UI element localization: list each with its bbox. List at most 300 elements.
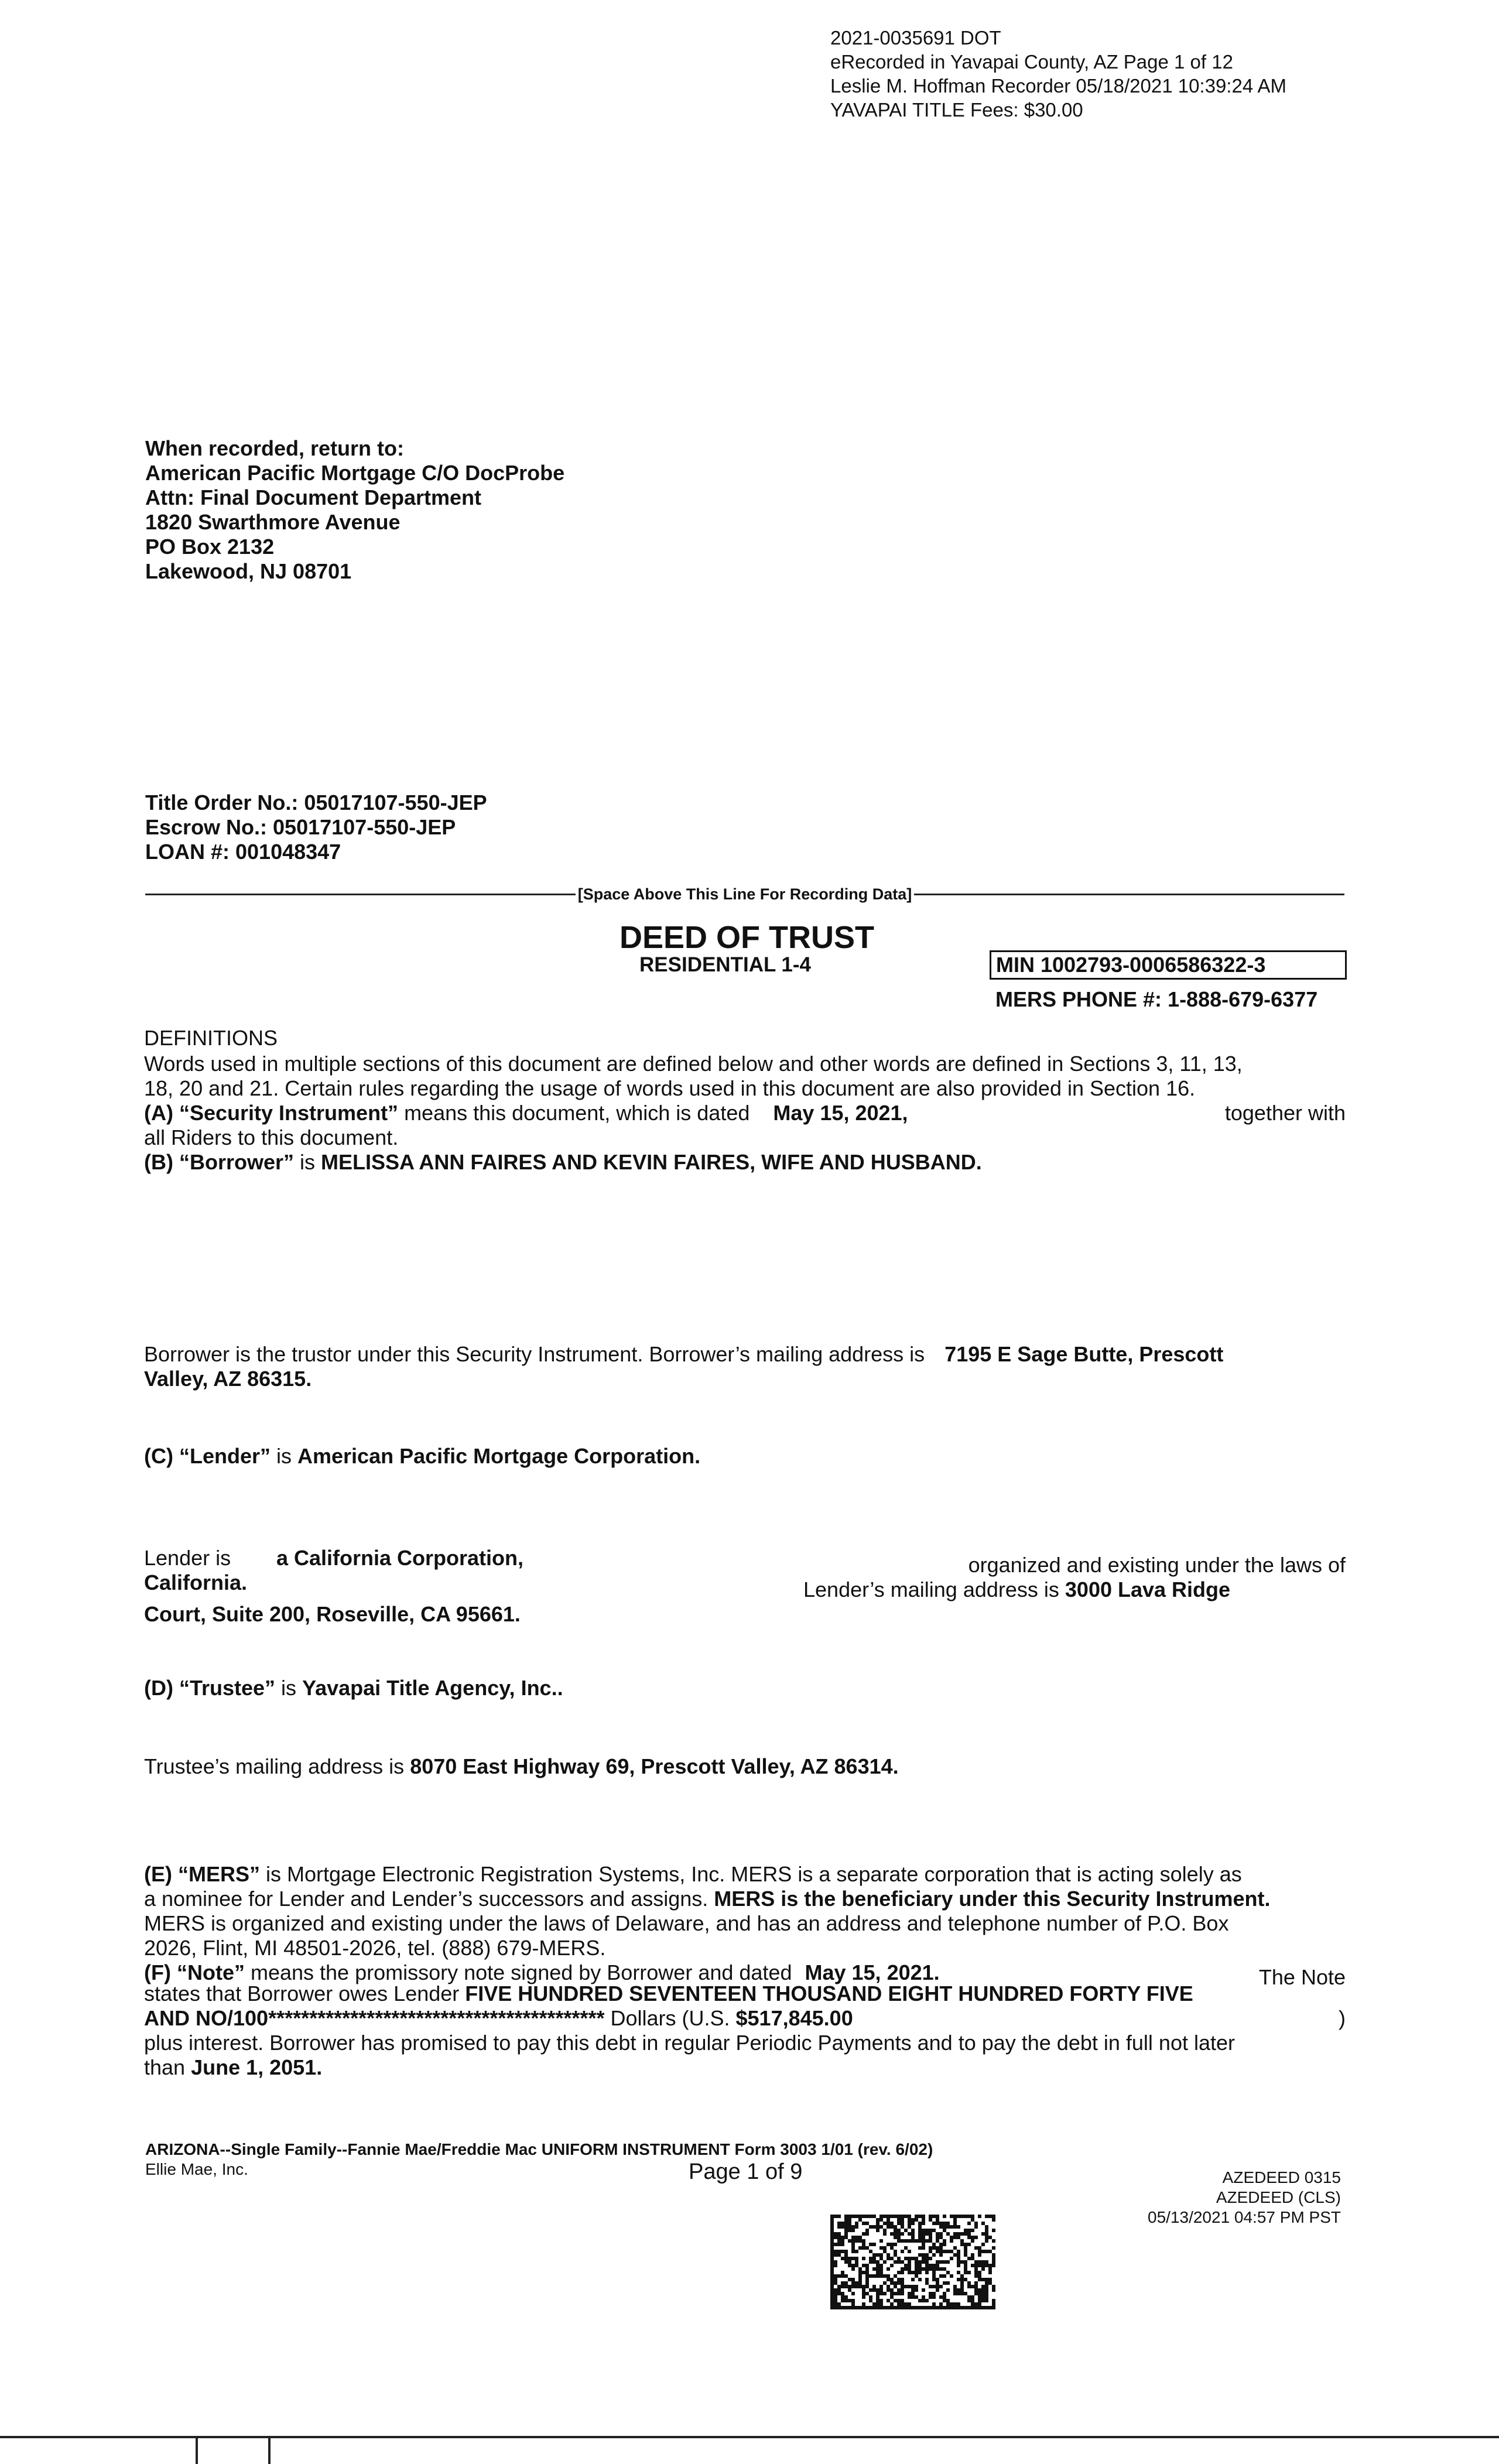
barcode-cell [967,2229,971,2232]
barcode-cell [918,2260,922,2264]
barcode-cell [922,2246,925,2250]
barcode-cell [908,2302,911,2306]
barcode-cell [981,2292,985,2295]
barcode-cell [830,2260,834,2264]
barcode-cell [887,2288,890,2292]
barcode-cell [858,2271,862,2274]
barcode-cell [978,2295,981,2299]
barcode-cell [978,2278,981,2281]
barcode-cell [848,2285,851,2288]
barcode-cell [872,2285,876,2288]
barcode-cell [865,2278,869,2281]
barcode-cell [943,2267,946,2271]
barcode-cell [943,2260,946,2264]
barcode-cell [925,2232,929,2236]
barcode-cell [872,2215,876,2218]
barcode-cell [848,2278,851,2281]
barcode-cell [911,2278,915,2281]
barcode-cell [844,2250,848,2253]
barcode-cell [974,2274,978,2278]
definition-d-text: is [275,1676,303,1700]
barcode-cell [865,2281,869,2285]
barcode-cell [834,2215,837,2218]
barcode-cell [936,2306,939,2309]
barcode-cell [872,2225,876,2229]
barcode-cell [932,2271,936,2274]
barcode-cell [848,2218,851,2222]
barcode-cell [925,2306,929,2309]
definition-c-text: is [271,1444,298,1468]
barcode-cell [869,2243,872,2246]
barcode-cell [943,2215,946,2218]
barcode-cell [936,2222,939,2225]
barcode-cell [879,2267,883,2271]
barcode-cell [936,2215,939,2218]
barcode-cell [869,2306,872,2309]
barcode-cell [988,2281,992,2285]
barcode-cell [848,2239,851,2243]
barcode-cell [953,2306,957,2309]
definition-a [144,1101,1346,1125]
barcode-cell [974,2236,978,2239]
definition-c [144,1444,1346,1469]
barcode-cell [862,2243,865,2246]
barcode-cell [915,2285,918,2288]
barcode-cell [830,2306,834,2309]
barcode-cell [925,2264,929,2267]
barcode-cell [851,2285,855,2288]
barcode-cell [862,2257,865,2260]
barcode-cell [992,2264,995,2267]
lender-address-text: Lender’s mailing address is [803,1577,1065,1601]
barcode-cell [837,2288,841,2292]
barcode-cell [897,2222,901,2225]
barcode-cell [922,2257,925,2260]
barcode-cell [904,2302,908,2306]
barcode-cell [855,2225,858,2229]
barcode-cell [837,2285,841,2288]
barcode-cell [964,2253,967,2257]
barcode-cell [879,2218,883,2222]
barcode-cell [901,2292,904,2295]
barcode-cell [922,2260,925,2264]
barcode-cell [858,2274,862,2278]
barcode-cell [932,2292,936,2295]
barcode-cell [887,2306,890,2309]
footer-right [1148,2168,1341,2227]
barcode-cell [992,2306,995,2309]
barcode-cell [851,2243,855,2246]
barcode-cell [848,2215,851,2218]
barcode-cell [953,2246,957,2250]
return-to-line: 1820 Swarthmore Avenue [145,510,401,534]
barcode-cell [894,2274,897,2278]
barcode-cell [925,2239,929,2243]
barcode-cell [911,2257,915,2260]
barcode-cell [865,2229,869,2232]
barcode-cell [967,2299,971,2302]
loan-amount-words: FIVE HUNDRED SEVENTEEN THOUSAND EIGHT HUNDRED FORTY FIVE [465,1982,1193,2006]
barcode-cell [908,2295,911,2299]
barcode-cell [869,2257,872,2260]
barcode-cell [855,2215,858,2218]
barcode-cell [953,2218,957,2222]
lender-organized-text: organized and existing under the laws of [968,1553,1346,1577]
barcode-cell [862,2215,865,2218]
barcode-cell [978,2215,981,2218]
barcode-cell [943,2229,946,2232]
barcode-cell [936,2278,939,2281]
barcode-cell [960,2288,964,2292]
barcode-cell [887,2285,890,2288]
barcode-cell [908,2260,911,2264]
barcode-cell [918,2246,922,2250]
lender-name: American Pacific Mortgage Corporation. [297,1444,701,1468]
barcode-cell [879,2285,883,2288]
barcode-cell [883,2281,887,2285]
barcode-cell [887,2218,890,2222]
barcode-cell [851,2306,855,2309]
barcode-cell [904,2215,908,2218]
document-subtitle: RESIDENTIAL 1-4 [639,953,812,976]
barcode-cell [929,2229,932,2232]
barcode-cell [964,2292,967,2295]
barcode-cell [908,2225,911,2229]
barcode-cell [939,2243,943,2246]
barcode-cell [858,2278,862,2281]
barcode-cell [841,2225,844,2229]
barcode-cell [865,2215,869,2218]
barcode-cell [978,2250,981,2253]
barcode-cell [862,2288,865,2292]
barcode-cell [925,2253,929,2257]
barcode-cell [883,2274,887,2278]
definition-a-text: means this document, which is dated [398,1101,756,1125]
barcode-cell [929,2257,932,2260]
barcode-cell [841,2274,844,2278]
barcode-cell [894,2253,897,2257]
barcode-cell [981,2250,985,2253]
barcode-cell [978,2306,981,2309]
barcode-cell [841,2243,844,2246]
barcode-cell [953,2285,957,2288]
barcode-cell [897,2271,901,2274]
barcode-cell [918,2278,922,2281]
barcode-cell [890,2232,894,2236]
barcode-cell [922,2229,925,2232]
definition-b-label: (B) “Borrower” [144,1150,295,1174]
barcode-cell [901,2288,904,2292]
barcode-cell [865,2232,869,2236]
barcode-cell [858,2285,862,2288]
barcode-cell [911,2222,915,2225]
barcode-cell [876,2253,879,2257]
form-identifier: ARIZONA--Single Family--Fannie Mae/Freddie Mac UNIFORM INSTRUMENT Form 3003 1/01 (rev. 6/02) [145,2140,933,2158]
barcode-cell [876,2302,879,2306]
barcode-cell [844,2222,848,2225]
barcode-cell [985,2250,988,2253]
barcode-cell [936,2218,939,2222]
barcode-cell [897,2302,901,2306]
barcode-cell [936,2285,939,2288]
barcode-cell [960,2260,964,2264]
barcode-cell [876,2292,879,2295]
barcode-cell [869,2215,872,2218]
barcode-cell [960,2306,964,2309]
barcode-cell [957,2292,960,2295]
barcode-cell [957,2271,960,2274]
barcode-cell [946,2260,950,2264]
barcode-cell [883,2306,887,2309]
barcode-cell [911,2218,915,2222]
definition-e-text: MERS is organized and existing under the laws of Delaware, and has an address and telephone number of P.O. Box [144,1911,1229,1935]
barcode-cell [985,2278,988,2281]
barcode-cell [985,2232,988,2236]
barcode-cell [981,2278,985,2281]
barcode-cell [978,2302,981,2306]
definition-e-text: 2026, Flint, MI 48501-2026, tel. (888) 679-MERS. [144,1936,606,1960]
barcode-cell [841,2295,844,2299]
order-info [145,790,487,864]
barcode-cell [837,2225,841,2229]
barcode-cell [876,2229,879,2232]
barcode-cell [922,2306,925,2309]
barcode-cell [992,2285,995,2288]
barcode-cell [992,2288,995,2292]
barcode-cell [929,2218,932,2222]
barcode-cell [936,2264,939,2267]
trustee-address [144,1754,1346,1779]
barcode-cell [967,2271,971,2274]
barcode-cell [841,2250,844,2253]
barcode-cell [960,2274,964,2278]
barcode-cell [978,2260,981,2264]
barcode-cell [858,2239,862,2243]
barcode-cell [939,2236,943,2239]
barcode-cell [872,2267,876,2271]
barcode-cell [957,2225,960,2229]
barcode-cell [950,2215,953,2218]
barcode-cell [894,2232,897,2236]
definition-f-text: states that Borrower owes Lender [144,1982,466,2006]
barcode-cell [908,2250,911,2253]
barcode-cell [936,2239,939,2243]
barcode-cell [943,2292,946,2295]
barcode-cell [879,2246,883,2250]
barcode-cell [974,2246,978,2250]
barcode-cell [992,2229,995,2232]
barcode-cell [837,2239,841,2243]
recording-county: eRecorded in Yavapai County, AZ Page 1 of 12 [830,51,1233,73]
definition-a-label: (A) “Security Instrument” [144,1101,399,1125]
barcode-cell [897,2232,901,2236]
barcode-cell [985,2288,988,2292]
return-to-line: Attn: Final Document Department [145,485,482,509]
barcode-cell [974,2267,978,2271]
barcode-cell [971,2229,974,2232]
barcode-cell [943,2222,946,2225]
barcode-cell [922,2267,925,2271]
barcode-cell [915,2239,918,2243]
barcode-cell [830,2218,834,2222]
borrower-names: MELISSA ANN FAIRES AND KEVIN FAIRES, WIFE AND HUSBAND. [321,1150,982,1174]
barcode-cell [837,2232,841,2236]
barcode-cell [971,2302,974,2306]
barcode-cell [887,2274,890,2278]
barcode-cell [922,2288,925,2292]
barcode-cell [950,2250,953,2253]
barcode-cell [872,2253,876,2257]
barcode-cell [862,2246,865,2250]
barcode-cell [950,2236,953,2239]
barcode-cell [841,2236,844,2239]
barcode-cell [858,2281,862,2285]
barcode-cell [844,2253,848,2257]
barcode-cell [925,2281,929,2285]
barcode-cell [946,2299,950,2302]
definition-a-tail: together with [1224,1101,1346,1125]
vendor-name: Ellie Mae, Inc. [145,2160,248,2178]
barcode-cell [939,2250,943,2253]
loan-amount-words: AND NO/100***************************************** [144,2006,605,2030]
barcode-cell [883,2246,887,2250]
barcode-cell [992,2299,995,2302]
barcode-cell [967,2285,971,2288]
barcode-cell [971,2215,974,2218]
barcode-cell [925,2299,929,2302]
barcode-cell [830,2236,834,2239]
barcode-cell [887,2257,890,2260]
barcode-cell [922,2239,925,2243]
barcode-cell [922,2222,925,2225]
barcode-cell [872,2257,876,2260]
barcode-cell [879,2253,883,2257]
barcode-cell [837,2215,841,2218]
barcode-cell [879,2306,883,2309]
barcode-cell [967,2306,971,2309]
min-number-box: MIN 1002793-0006586322-3 [990,950,1347,980]
barcode-cell [904,2267,908,2271]
barcode-cell [851,2267,855,2271]
security-instrument-date: May 15, 2021, [773,1101,908,1125]
barcode-cell [883,2232,887,2236]
barcode-cell [964,2264,967,2267]
closing-paren: ) [1339,2006,1346,2030]
barcode-cell [848,2229,851,2232]
barcode-cell [830,2267,834,2271]
barcode-cell [915,2257,918,2260]
barcode-cell [834,2243,837,2246]
barcode-cell [830,2292,834,2295]
barcode-cell [890,2225,894,2229]
barcode-cell [932,2274,936,2278]
barcode-cell [981,2306,985,2309]
barcode-cell [837,2292,841,2295]
definition-e-text: a nominee for Lender and Lender’s successors and assigns. [144,1887,714,1911]
barcode-cell [918,2239,922,2243]
barcode-cell [918,2264,922,2267]
barcode-cell [981,2285,985,2288]
barcode-cell [985,2306,988,2309]
barcode-cell [830,2264,834,2267]
barcode-cell [855,2257,858,2260]
barcode-cell [897,2218,901,2222]
barcode-cell [960,2243,964,2246]
barcode-cell [841,2299,844,2302]
barcode-cell [844,2225,848,2229]
barcode-cell [897,2215,901,2218]
barcode-cell [939,2232,943,2236]
barcode-cell [953,2253,957,2257]
barcode-cell [865,2306,869,2309]
barcode-cell [971,2295,974,2299]
barcode-cell [946,2306,950,2309]
barcode-cell [946,2232,950,2236]
barcode-cell [946,2222,950,2225]
barcode-cell [939,2267,943,2271]
barcode-cell [855,2260,858,2264]
barcode-cell [865,2271,869,2274]
barcode-cell [929,2215,932,2218]
barcode-cell [915,2260,918,2264]
barcode-cell [841,2285,844,2288]
barcode-cell [946,2271,950,2274]
barcode-cell [932,2222,936,2225]
barcode-cell [890,2288,894,2292]
barcode-cell [862,2264,865,2267]
barcode-cell [848,2264,851,2267]
mers-phone: MERS PHONE #: 1-888-679-6377 [995,987,1318,1011]
barcode-cell [974,2225,978,2229]
barcode-cell [872,2288,876,2292]
page-number: Page 1 of 9 [689,2160,803,2184]
barcode-cell [971,2306,974,2309]
barcode-cell [894,2285,897,2288]
definition-f-tail: The Note [1258,1965,1346,1989]
barcode-cell [985,2215,988,2218]
lender-address-value: 3000 Lava Ridge [1065,1577,1231,1601]
definition-e-text: is Mortgage Electronic Registration Systems, Inc. MERS is a separate corporation that is acting solely as [260,1862,1242,1886]
barcode-cell [925,2267,929,2271]
barcode-cell [834,2295,837,2299]
barcode-cell [936,2288,939,2292]
barcode-cell [967,2236,971,2239]
barcode-cell [872,2302,876,2306]
barcode-cell [929,2285,932,2288]
barcode-cell [865,2264,869,2267]
barcode-cell [901,2285,904,2288]
barcode-cell [950,2274,953,2278]
barcode-cell [918,2222,922,2225]
barcode-cell [922,2243,925,2246]
barcode-cell [978,2292,981,2295]
barcode-cell [897,2278,901,2281]
barcode-cell [953,2292,957,2295]
barcode-cell [964,2306,967,2309]
barcode-cell [830,2225,834,2229]
barcode-cell [925,2229,929,2232]
barcode-cell [834,2281,837,2285]
barcode-cell [918,2306,922,2309]
barcode-cell [901,2232,904,2236]
barcode-cell [844,2299,848,2302]
barcode-cell [844,2285,848,2288]
barcode-cell [967,2215,971,2218]
barcode-cell [946,2250,950,2253]
barcode-cell [950,2239,953,2243]
barcode-cell [830,2288,834,2292]
definitions-line: 18, 20 and 21. Certain rules regarding the usage of words used in this document are also provided in Section 16. [144,1076,1196,1100]
